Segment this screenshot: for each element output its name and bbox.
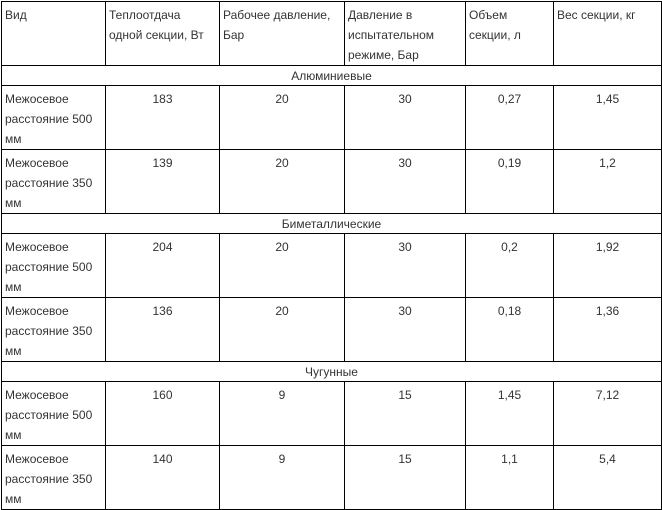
table-row <box>2 298 662 362</box>
table-header-row <box>2 2 662 66</box>
group-row-cast-iron <box>2 362 662 382</box>
cell-section-volume: 0,2 <box>466 234 554 298</box>
table-row <box>2 86 662 150</box>
header-test-pressure: Давление в испытательном режиме, Бар <box>345 2 466 66</box>
cell-heat-output: 140 <box>106 446 220 510</box>
cell-working-pressure: 9 <box>220 446 345 510</box>
cell-test-pressure: 15 <box>345 382 466 446</box>
group-row-aluminium <box>2 66 662 86</box>
cell-working-pressure: 20 <box>220 86 345 150</box>
header-heat-output: Теплоотдача одной секции, Вт <box>106 2 220 66</box>
header-section-volume: Объем секции, л <box>466 2 554 66</box>
cell-type: Межосевое расстояние 500 мм <box>2 86 106 150</box>
radiator-spec-table <box>1 1 662 510</box>
cell-section-weight: 1,2 <box>554 150 662 214</box>
cell-test-pressure: 30 <box>345 234 466 298</box>
cell-heat-output: 160 <box>106 382 220 446</box>
cell-working-pressure: 20 <box>220 150 345 214</box>
cell-section-volume: 0,19 <box>466 150 554 214</box>
cell-working-pressure: 9 <box>220 382 345 446</box>
cell-section-weight: 7,12 <box>554 382 662 446</box>
group-title: Биметаллические <box>2 214 662 234</box>
table-row <box>2 382 662 446</box>
cell-test-pressure: 15 <box>345 446 466 510</box>
cell-type: Межосевое расстояние 500 мм <box>2 234 106 298</box>
cell-section-volume: 0,18 <box>466 298 554 362</box>
cell-section-weight: 5,4 <box>554 446 662 510</box>
cell-section-weight: 1,45 <box>554 86 662 150</box>
cell-section-weight: 1,92 <box>554 234 662 298</box>
group-title: Чугунные <box>2 362 662 382</box>
header-type: Вид <box>2 2 106 66</box>
cell-heat-output: 139 <box>106 150 220 214</box>
header-working-pressure: Рабочее давление, Бар <box>220 2 345 66</box>
cell-test-pressure: 30 <box>345 86 466 150</box>
cell-type: Межосевое расстояние 350 мм <box>2 298 106 362</box>
group-row-bimetal <box>2 214 662 234</box>
table-row <box>2 234 662 298</box>
cell-type: Межосевое расстояние 500 мм <box>2 382 106 446</box>
cell-heat-output: 136 <box>106 298 220 362</box>
cell-working-pressure: 20 <box>220 234 345 298</box>
cell-heat-output: 183 <box>106 86 220 150</box>
cell-type: Межосевое расстояние 350 мм <box>2 150 106 214</box>
cell-section-volume: 1,45 <box>466 382 554 446</box>
cell-section-volume: 0,27 <box>466 86 554 150</box>
cell-working-pressure: 20 <box>220 298 345 362</box>
table-row <box>2 150 662 214</box>
cell-section-volume: 1,1 <box>466 446 554 510</box>
cell-section-weight: 1,36 <box>554 298 662 362</box>
cell-heat-output: 204 <box>106 234 220 298</box>
cell-test-pressure: 30 <box>345 298 466 362</box>
header-section-weight: Вес секции, кг <box>554 2 662 66</box>
table-row <box>2 446 662 510</box>
cell-test-pressure: 30 <box>345 150 466 214</box>
group-title: Алюминиевые <box>2 66 662 86</box>
cell-type: Межосевое расстояние 350 мм <box>2 446 106 510</box>
